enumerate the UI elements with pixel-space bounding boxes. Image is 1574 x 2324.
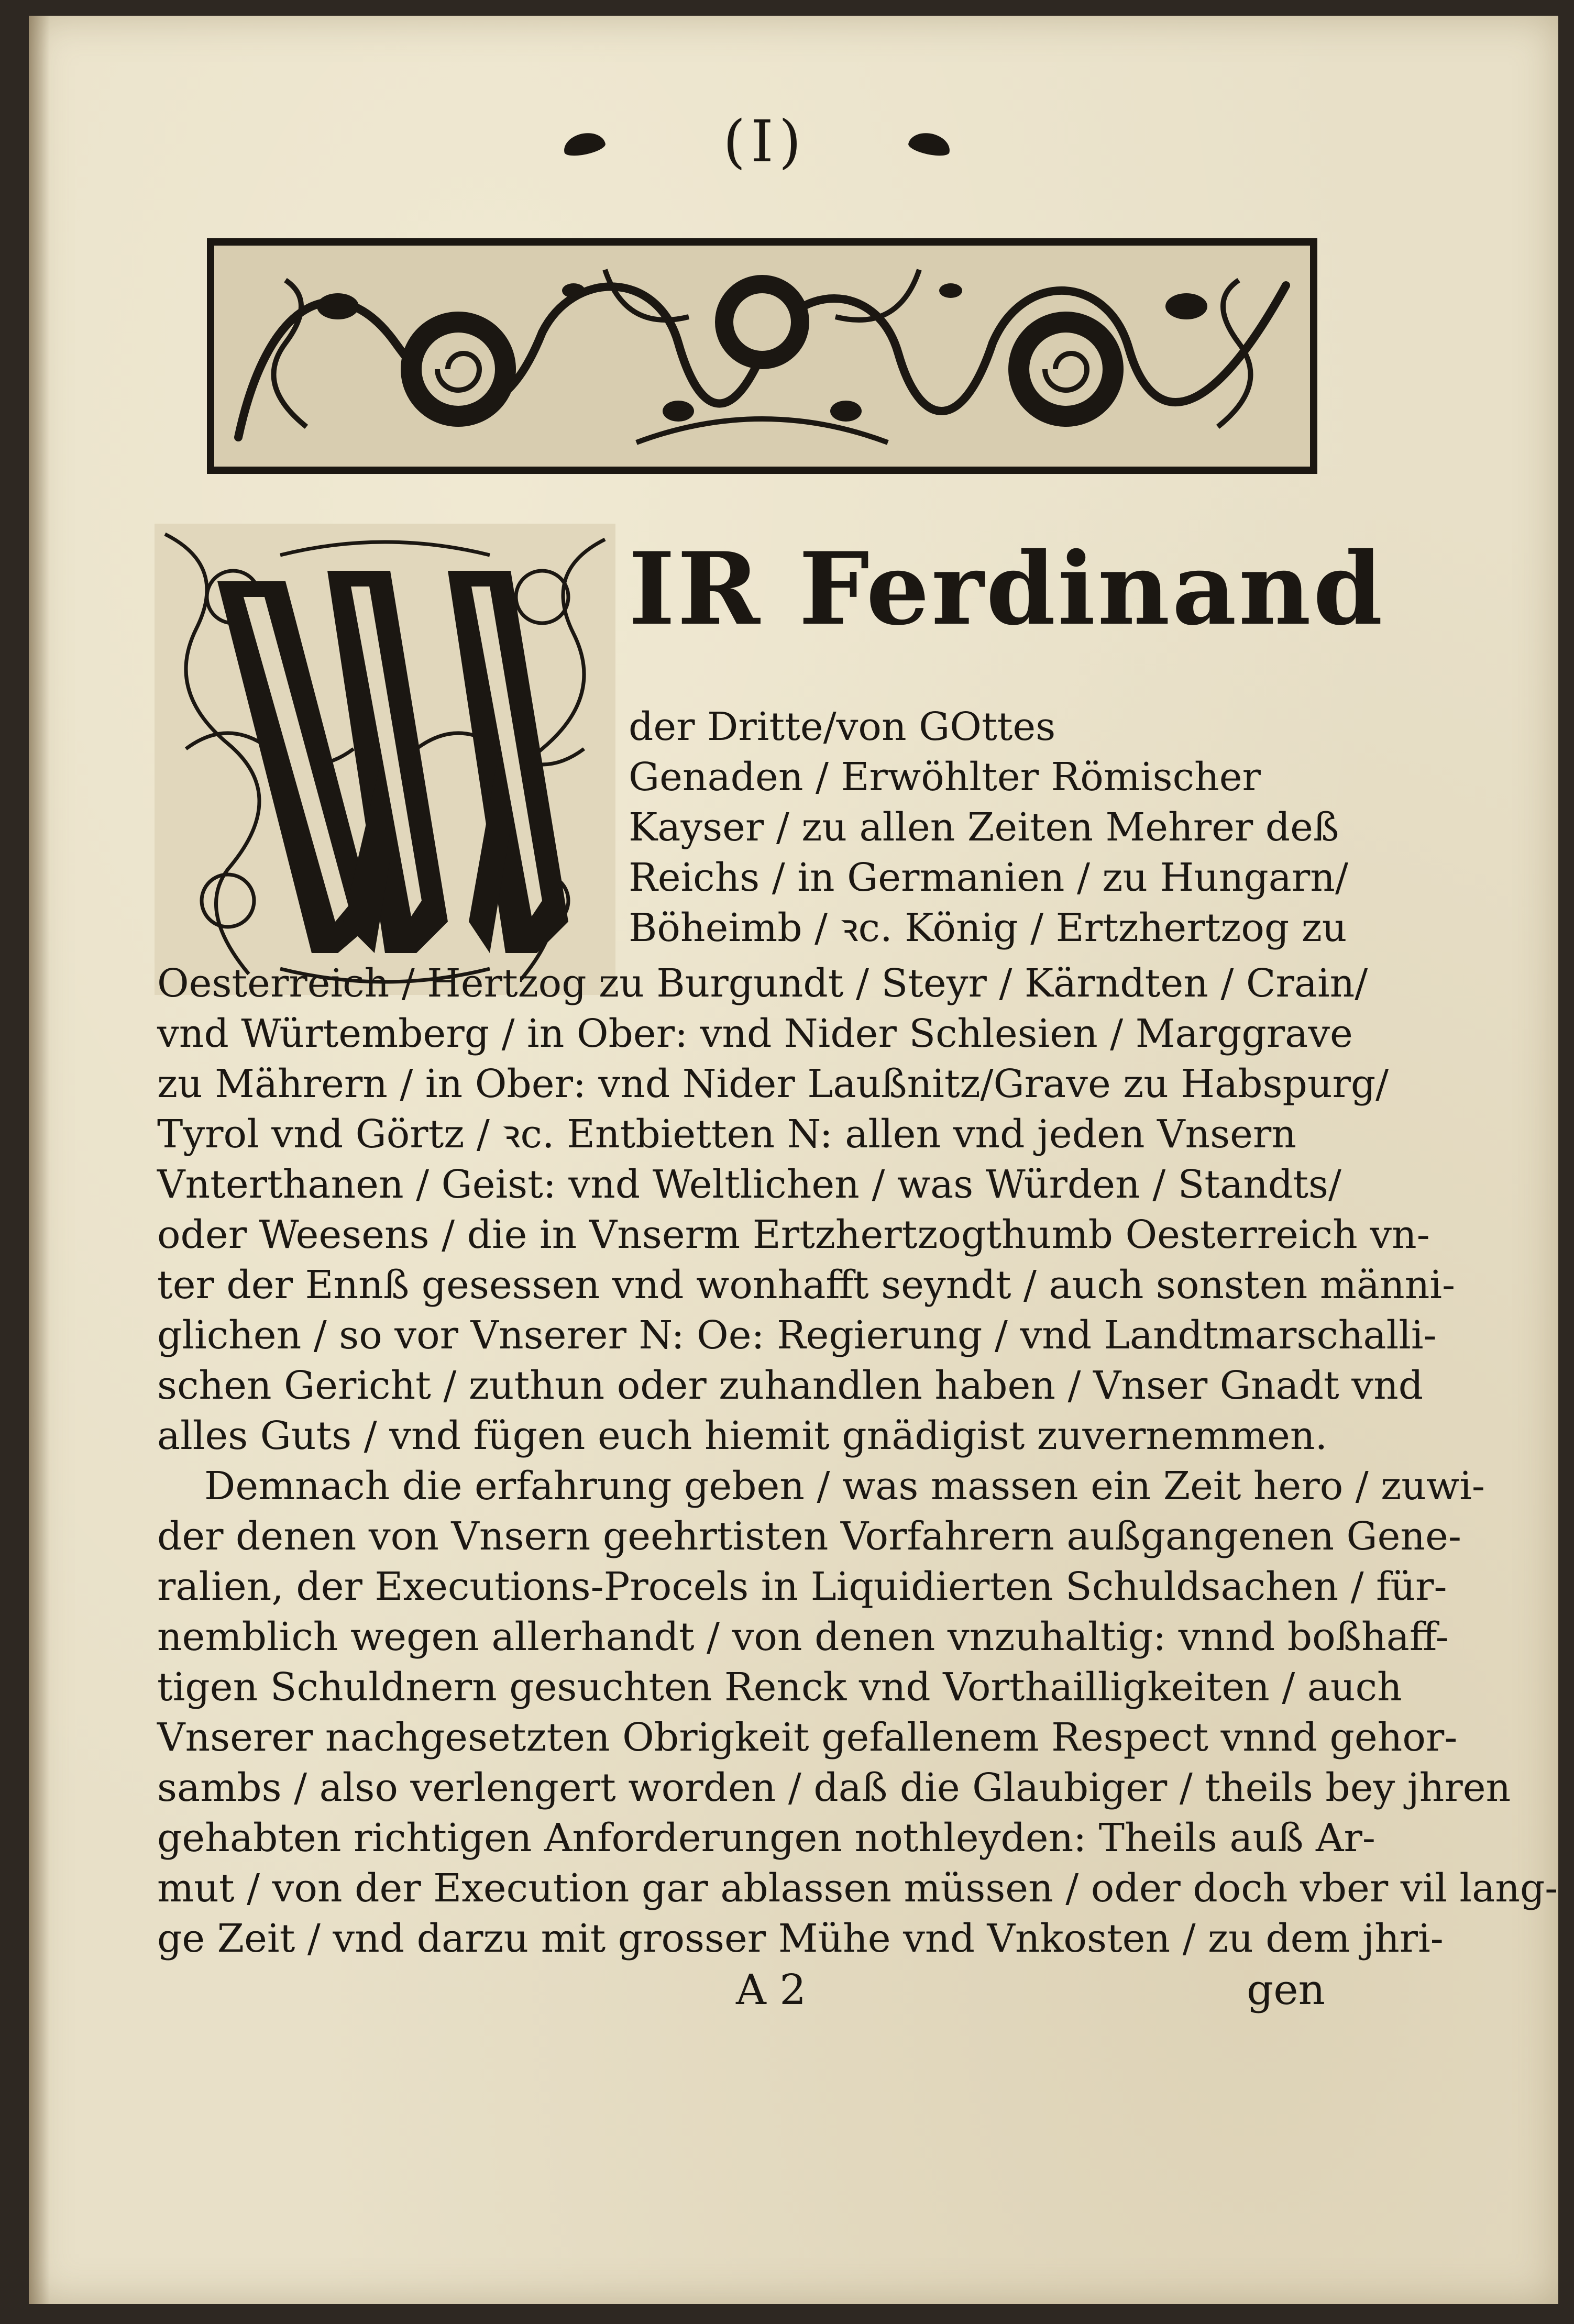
text-line: der denen von Vnsern geehrtisten Vorfahrern außgangenen Gene- [157, 1514, 1461, 1559]
text-line: Demnach die erfahrung geben / was massen ein Zeit hero / zuwi- [204, 1464, 1485, 1509]
text-line: schen Gericht / zuthun oder zuhandlen haben / Vnser Gnadt vnd [157, 1363, 1424, 1408]
signature-mark: A 2 [736, 1965, 807, 2014]
text-line: vnd Würtemberg / in Ober: vnd Nider Schlesien / Marggrave [157, 1011, 1353, 1056]
text-line: Vnterthanen / Geist: vnd Weltlichen / was Würden / Standts/ [157, 1162, 1341, 1207]
text-line: gehabten richtigen Anforderungen nothleyden: Theils auß Ar- [157, 1816, 1375, 1861]
text-line: sambs / also verlengert worden / daß die Glaubiger / theils bey jhren [157, 1765, 1511, 1810]
woodcut-headpiece-icon [207, 238, 1317, 474]
binding-gutter [29, 16, 50, 2304]
catchword: gen [1247, 1965, 1326, 2014]
text-line: mut / von der Execution gar ablassen müssen / oder doch vber vil lang- [157, 1866, 1558, 1911]
text-line: ralien, der Executions-Procels in Liquidierten Schuldsachen / für- [157, 1564, 1447, 1609]
text-line: ter der Ennß gesessen vnd wonhafft seyndt / auch sonsten männi- [157, 1263, 1456, 1308]
text-line: glichen / so vor Vnserer N: Oe: Regierung / vnd Landtmarschalli- [157, 1313, 1437, 1358]
text-line: nemblich wegen allerhandt / von denen vnzuhaltig: vnnd boßhaff- [157, 1614, 1449, 1659]
text-line: Vnserer nachgesetzten Obrigkeit gefallenem Respect vnnd gehor- [157, 1715, 1458, 1760]
text-line: ge Zeit / vnd darzu mit grosser Mühe vnd Vnkosten / zu dem jhri- [157, 1916, 1444, 1961]
text-line: tigen Schuldnern gesuchten Renck vnd Vorthailligkeiten / auch [157, 1665, 1402, 1710]
text-line: Kayser / zu allen Zeiten Mehrer deß [629, 805, 1339, 850]
text-line: alles Guts / vnd fügen euch hiemit gnädigist zuvernemmen. [157, 1413, 1328, 1458]
text-line: oder Weesens / die in Vnserm Ertzhertzogthumb Oesterreich vn- [157, 1212, 1430, 1257]
page-number: (I) [723, 108, 807, 175]
text-line: der Dritte/von GOttes [629, 704, 1056, 749]
text-line: Böheimb / ꝛc. König / Ertzhertzog zu [629, 905, 1347, 950]
text-line: Tyrol vnd Görtz / ꝛc. Entbietten N: allen vnd jeden Vnsern [157, 1112, 1296, 1157]
text-line: Genaden / Erwöhlter Römischer [629, 755, 1261, 800]
text-line: Oesterreich / Hertzog zu Burgundt / Steyr / Kärndten / Crain/ [157, 961, 1368, 1006]
text-line: zu Mährern / in Ober: vnd Nider Laußnitz/Grave zu Habspurg/ [157, 1061, 1389, 1106]
decorated-initial-w-icon [155, 524, 615, 995]
document-heading: IR Ferdinand [629, 530, 1385, 647]
text-line: Reichs / in Germanien / zu Hungarn/ [629, 855, 1348, 900]
